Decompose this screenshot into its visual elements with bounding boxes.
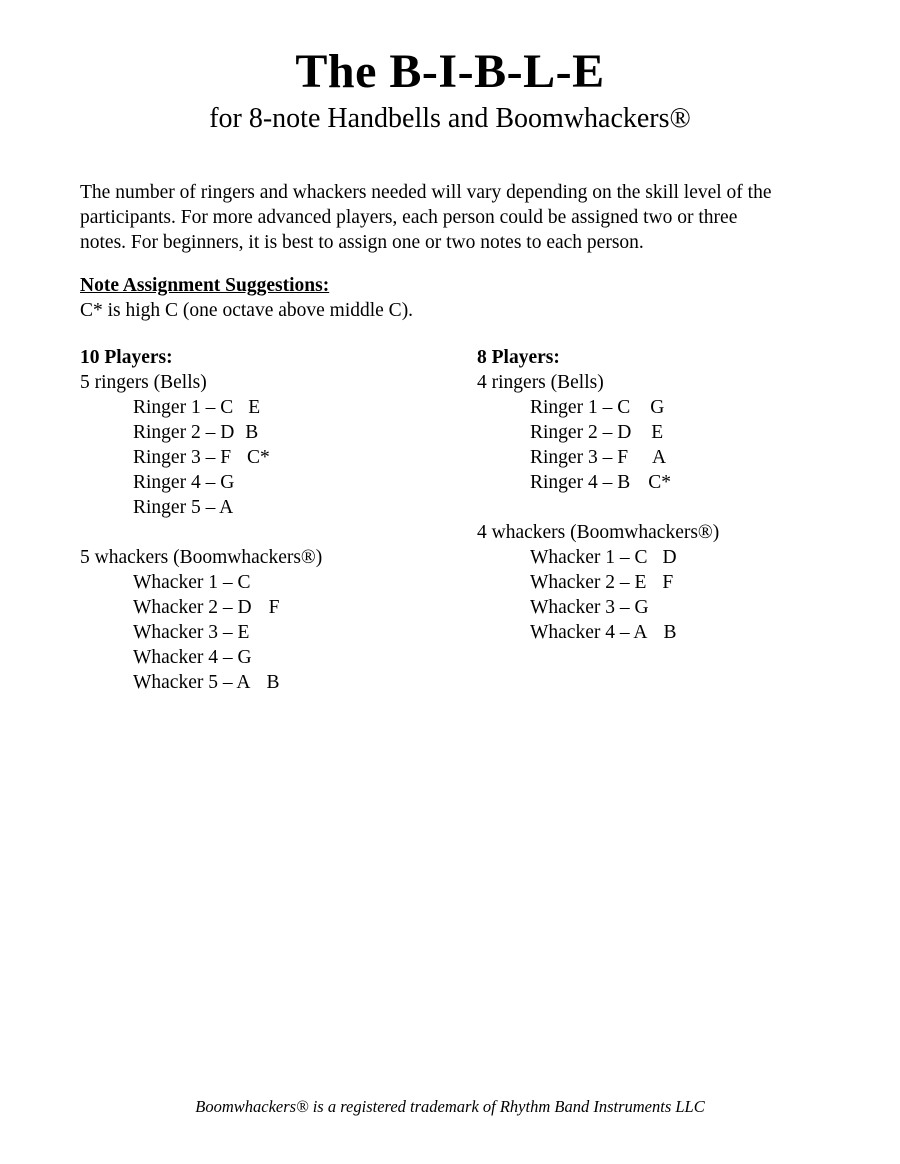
ringer-label: Ringer 4 – B xyxy=(530,472,631,493)
ringer-notes: C* xyxy=(648,472,671,493)
spacer xyxy=(80,520,460,545)
ringer-row xyxy=(477,445,857,470)
intro-line: notes. For beginners, it is best to assign one or two notes to each person. xyxy=(80,232,644,253)
whacker-notes: D xyxy=(662,547,677,568)
eight-players-section xyxy=(477,345,857,645)
ten-players-ringers-heading: 5 ringers (Bells) xyxy=(80,372,207,393)
ringer-row xyxy=(477,395,857,420)
whacker-row xyxy=(477,570,857,595)
trademark-footer: Boomwhackers® is a registered trademark of Rhythm Band Instruments LLC xyxy=(195,1097,705,1116)
whacker-notes: B xyxy=(663,622,677,643)
ringer-row xyxy=(80,495,460,520)
eight-players-whackers-heading: 4 whackers (Boomwhackers®) xyxy=(477,522,720,543)
whacker-row xyxy=(80,620,460,645)
whacker-row xyxy=(80,595,460,620)
whacker-label: Whacker 4 – A xyxy=(530,622,648,643)
ringer-label: Ringer 3 – F xyxy=(530,447,629,468)
whacker-label: Whacker 3 – E xyxy=(133,622,250,643)
whacker-label: Whacker 1 – C xyxy=(530,547,648,568)
whacker-label: Whacker 3 – G xyxy=(530,597,649,618)
whacker-row xyxy=(477,595,857,620)
ringer-notes: B xyxy=(245,422,259,443)
whacker-label: Whacker 2 – E xyxy=(530,572,647,593)
ringer-row xyxy=(477,420,857,445)
ringer-row xyxy=(80,445,460,470)
ringer-label: Ringer 4 – G xyxy=(133,472,235,493)
ringer-row xyxy=(477,470,857,495)
intro-line: participants. For more advanced players, each person could be assigned two or three xyxy=(80,207,738,228)
assignment-note: C* is high C (one octave above middle C). xyxy=(80,300,414,321)
whacker-row xyxy=(477,620,857,645)
ringer-label: Ringer 5 – A xyxy=(133,497,234,518)
ten-players-heading: 10 Players: xyxy=(80,347,173,368)
ten-players-section xyxy=(80,345,460,695)
page-title: The B-I-B-L-E xyxy=(295,45,605,98)
whacker-row xyxy=(80,645,460,670)
ringer-notes: A xyxy=(652,447,667,468)
eight-players-heading: 8 Players: xyxy=(477,347,560,368)
ringer-notes: E xyxy=(248,397,261,418)
whacker-row xyxy=(80,670,460,695)
ten-players-whackers-heading: 5 whackers (Boomwhackers®) xyxy=(80,547,323,568)
ringer-label: Ringer 1 – C xyxy=(530,397,631,418)
intro-line: The number of ringers and whackers needed will vary depending on the skill level of the xyxy=(80,182,772,203)
whacker-label: Whacker 4 – G xyxy=(133,647,252,668)
ringer-label: Ringer 1 – C xyxy=(133,397,234,418)
whacker-row xyxy=(477,545,857,570)
ringer-label: Ringer 2 – D xyxy=(530,422,632,443)
intro-paragraph xyxy=(80,180,830,255)
whacker-notes: F xyxy=(268,597,280,618)
assignment-heading: Note Assignment Suggestions: xyxy=(80,275,330,296)
eight-players-ringers-heading: 4 ringers (Bells) xyxy=(477,372,604,393)
whacker-notes: B xyxy=(266,672,280,693)
whacker-row xyxy=(80,570,460,595)
ringer-notes: G xyxy=(650,397,665,418)
ringer-notes: E xyxy=(651,422,664,443)
spacer xyxy=(477,495,857,520)
whacker-label: Whacker 1 – C xyxy=(133,572,251,593)
ringer-row xyxy=(80,470,460,495)
ringer-label: Ringer 3 – F xyxy=(133,447,232,468)
page-subtitle: for 8-note Handbells and Boomwhackers® xyxy=(209,103,691,134)
whacker-label: Whacker 2 – D xyxy=(133,597,252,618)
ringer-row xyxy=(80,395,460,420)
whacker-label: Whacker 5 – A xyxy=(133,672,251,693)
ringer-notes: C* xyxy=(247,447,270,468)
ringer-label: Ringer 2 – D xyxy=(133,422,235,443)
whacker-notes: F xyxy=(662,572,674,593)
ringer-row xyxy=(80,420,460,445)
